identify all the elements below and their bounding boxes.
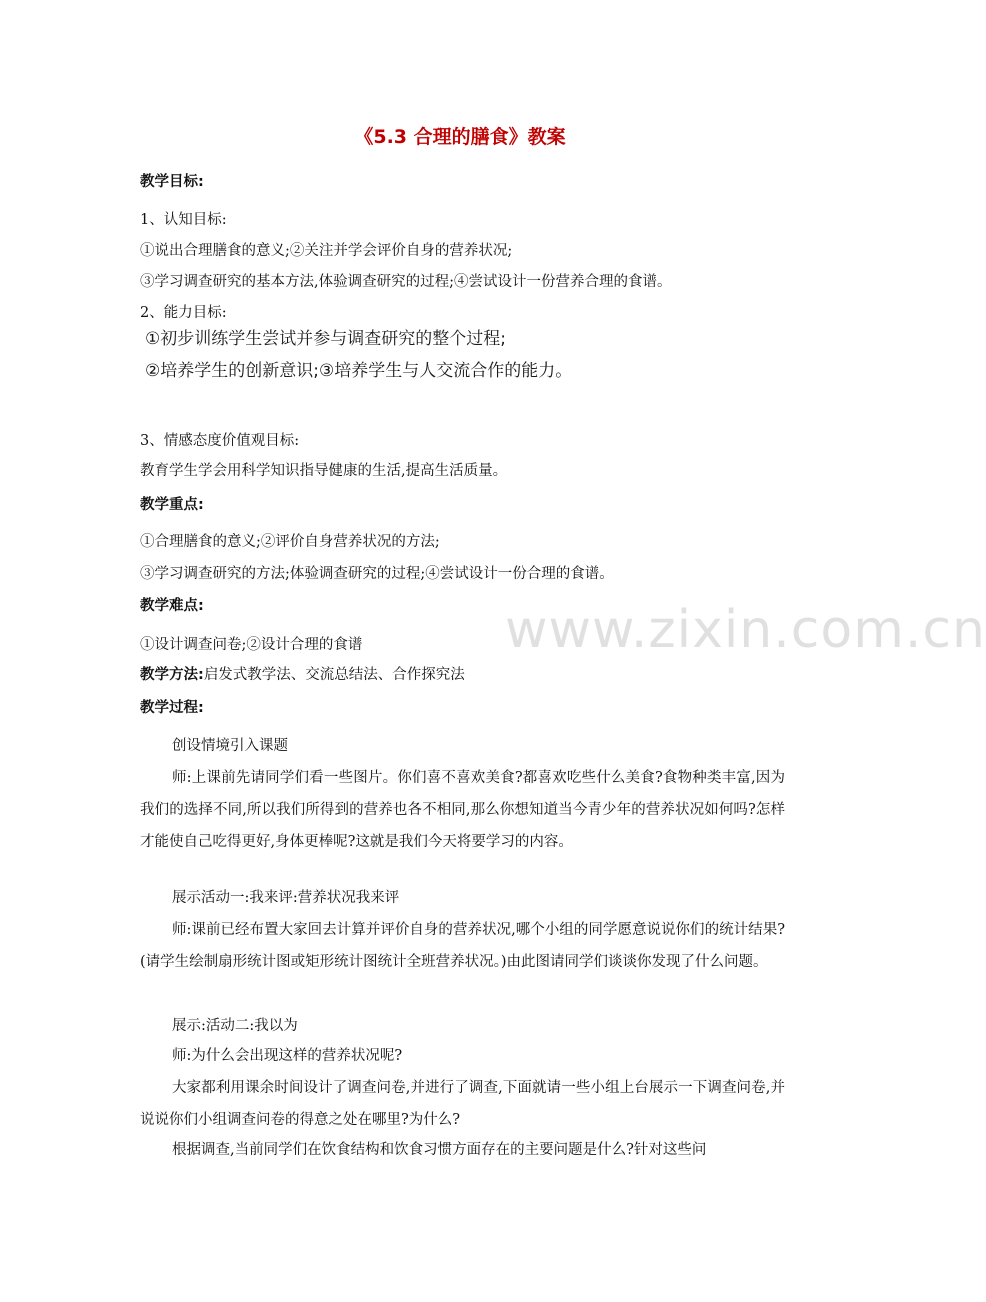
process-intro: 创设情境引入课题 — [172, 738, 288, 754]
ability-objectives-title: 2、能力目标: — [140, 305, 227, 321]
difficulties-heading: 教学难点: — [140, 598, 204, 614]
methods-line — [140, 665, 465, 685]
key-points-line-2: ③学习调查研究的方法;体验调查研究的过程;④尝试设计一份合理的食谱。 — [140, 566, 614, 582]
cognitive-objectives-title: 1、认知目标: — [140, 212, 227, 228]
methods-heading: 教学方法: — [140, 667, 204, 683]
methods-text: 启发式教学法、交流总结法、合作探究法 — [203, 667, 465, 683]
process-paragraph-2: 师:课前已经布置大家回去计算并评价自身的营养状况,哪个小组的同学愿意说说你们的统计结果?(请学生绘制扇形统计图或矩形统计图统计全班营养状况。)由此图请同学们谈谈你发现了什么问题。 — [140, 922, 785, 970]
process-paragraph-1: 师:上课前先请同学们看一些图片。你们喜不喜欢美食?都喜欢吃些什么美食?食物种类丰富,因为我们的选择不同,所以我们所得到的营养也各不相同,那么你想知道当今青少年的营养状况如何吗?怎样才能使自己吃得更好,身体更棒呢?这就是我们今天将要学习的内容。 — [140, 770, 785, 850]
document-title: 《5.3 合理的膳食》教案 — [354, 126, 566, 148]
key-points-line-1: ①合理膳食的意义;②评价自身营养状况的方法; — [140, 534, 440, 550]
ability-objectives-line-1: ①初步训练学生尝试并参与调查研究的整个过程; — [145, 329, 506, 349]
difficulties-line-1: ①设计调查问卷;②设计合理的食谱 — [140, 637, 363, 653]
key-points-heading: 教学重点: — [140, 497, 204, 513]
emotion-objectives-line: 教育学生学会用科学知识指导健康的生活,提高生活质量。 — [140, 463, 508, 479]
emotion-objectives-title: 3、情感态度价值观目标: — [140, 433, 300, 449]
ability-objectives-line-2: ②培养学生的创新意识;③培养学生与人交流合作的能力。 — [145, 361, 573, 381]
process-paragraph-4: 大家都利用课余时间设计了调查问卷,并进行了调查,下面就请一些小组上台展示一下调查问卷,并说说你们小组调查问卷的得意之处在哪里?为什么? — [140, 1080, 785, 1128]
cognitive-objectives-line-1: ①说出合理膳食的意义;②关注并学会评价自身的营养状况; — [140, 243, 513, 259]
process-paragraph-3: 师:为什么会出现这样的营养状况呢? — [172, 1048, 403, 1064]
process-paragraph-5: 根据调查,当前同学们在饮食结构和饮食习惯方面存在的主要问题是什么?针对这些问 — [172, 1142, 707, 1158]
cognitive-objectives-line-2: ③学习调查研究的基本方法,体验调查研究的过程;④尝试设计一份营养合理的食谱。 — [140, 274, 672, 290]
process-heading: 教学过程: — [140, 700, 204, 716]
objectives-heading: 教学目标: — [140, 174, 204, 190]
activity-one-title: 展示活动一:我来评:营养状况我来评 — [172, 890, 400, 906]
watermark: www.zixin.com.cn — [505, 600, 986, 660]
activity-two-title: 展示:活动二:我以为 — [172, 1018, 298, 1034]
